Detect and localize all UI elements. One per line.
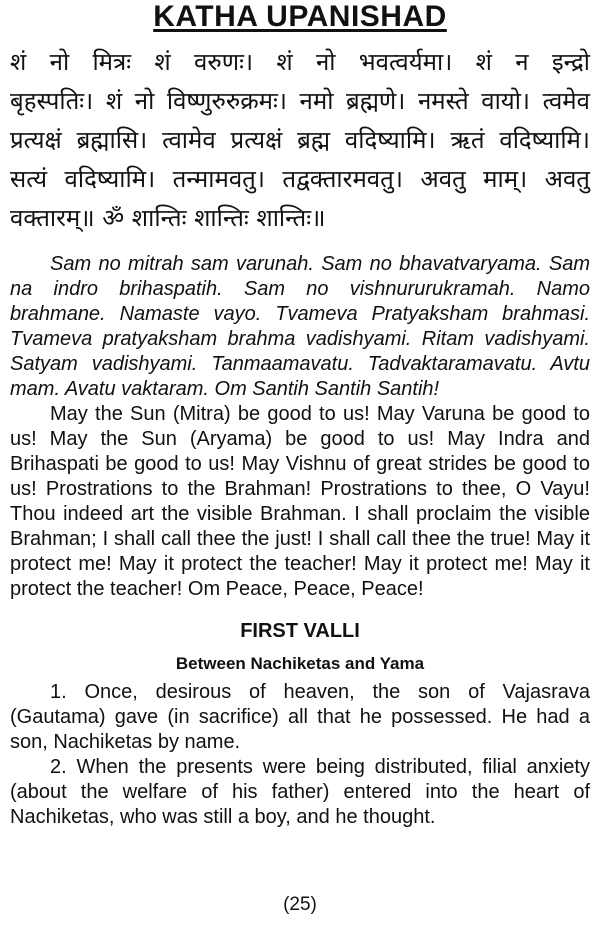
sub-heading: Between Nachiketas and Yama xyxy=(175,654,425,673)
page-number: (25) xyxy=(283,894,317,915)
page-title: KATHA UPANISHAD xyxy=(153,0,447,33)
sanskrit-line: प्रत्यक्षं ब्रह्मासि। त्वामेव प्रत्यक्षं ब्रह्म वदिष्यामि। ऋतं वदिष्यामि। xyxy=(10,126,590,154)
sanskrit-invocation xyxy=(6,43,594,238)
translation-paragraph: May the Sun (Mitra) be good to us! May Varuna be good to us! May the Sun (Aryama) be good to us! May Indra and Brihaspati be good to us! May Vishnu of great strides be good to us! Prostrations to the Brahman! Prostrations to thee, O Vayu! Thou indeed art the visible Brahman. I shall proclaim the visible Brahman; I shall call thee the just! I shall call thee the true! May it protect me! May it protect the teacher! May it protect me! May it protect the teacher! Om Peace, Peace, Peace! xyxy=(10,403,590,600)
sanskrit-line: सत्यं वदिष्यामि। तन्मामवतु। तद्वक्तारमवतु। अवतु माम्। अवतु xyxy=(10,165,590,193)
verse-paragraph: 1. Once, desirous of heaven, the son of Vajasrava (Gautama) gave (in sacrifice) all that he possessed. He had a son, Nachiketas by name. xyxy=(10,681,590,753)
sanskrit-line: वक्तारम्॥ ॐ शान्तिः शान्तिः शान्तिः॥ xyxy=(10,204,326,232)
sanskrit-line: शं नो मित्रः शं वरुणः। शं नो भवत्वर्यमा। शं न इन्द्रो xyxy=(10,48,590,76)
section-heading: FIRST VALLI xyxy=(240,620,360,642)
verse-paragraph: 2. When the presents were being distributed, filial anxiety (about the welfare of his father) entered into the heart of Nachiketas, who was still a boy, and he thought. xyxy=(10,756,590,828)
sanskrit-line: बृहस्पतिः। शं नो विष्णुरुरुक्रमः। नमो ब्रह्मणे। नमस्ते वायो। त्वमेव xyxy=(10,87,590,115)
transliteration-paragraph: Sam no mitrah sam varunah. Sam no bhavatvaryama. Sam na indro brihaspatih. Sam no vishnururukramah. Namo brahmane. Namaste vayo. Tvameva Pratyaksham brahmasi. Tvameva pratyaksham brahma vadishyami. Ritam vadishyami. Satyam vadishyami. Tanmaamavatu. Tadvaktaramavatu. Avtu mam. Avatu vaktaram. Om Santih Santih Santih! xyxy=(10,253,590,400)
